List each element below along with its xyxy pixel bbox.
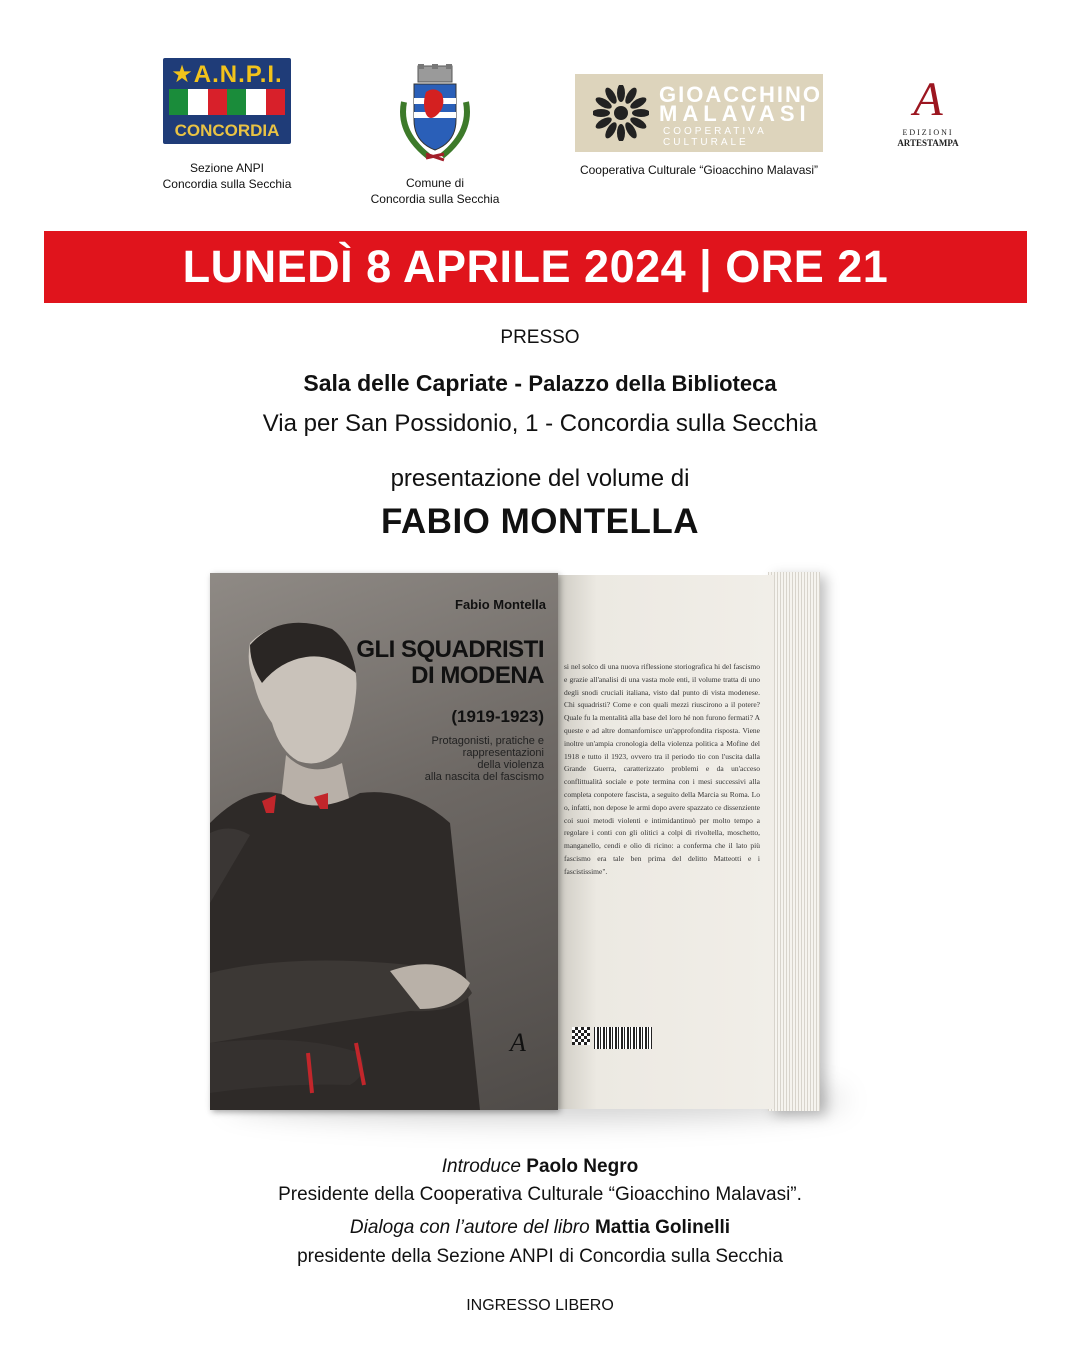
cover-title [344,637,544,689]
gioacchino-logo-name [659,82,822,126]
venue-line [0,370,1080,397]
cover-subtitle-line: Protagonisti, pratiche e [431,735,544,747]
intro-name: Paolo Negro [526,1156,639,1177]
cover-subtitle-line: alla nascita del fascismo [424,771,544,783]
venue-separator: - [507,370,529,396]
book-back-page [558,575,774,1109]
cover-title-line2: DI MODENA [411,662,544,689]
sunflower-icon [593,85,649,141]
artestampa-logo-line2: ARTESTAMPA [897,138,959,148]
anpi-logo [163,58,291,144]
gioacchino-malavasi-logo [575,74,823,152]
coat-of-arms-icon [388,62,482,168]
dialog-credit [0,1217,1080,1239]
cover-years: (1919-1923) [451,707,544,726]
cover-subtitle [394,735,544,783]
cover-title-line1: GLI SQUADRISTI [356,636,544,663]
comune-caption-line1: Comune di [405,176,465,190]
gioacchino-logo-name-line2: MALAVASI [659,101,811,126]
gioacchino-caption: Cooperativa Culturale “Gioacchino Malavasi” [579,163,819,177]
gioacchino-logo-subtitle: COOPERATIVA CULTURALE [663,126,767,148]
intro-label: Introduce [441,1156,522,1177]
anpi-caption-line2: Concordia sulla Secchia [162,177,292,191]
cover-subtitle-line: rappresentazioni [462,747,544,759]
qr-code-icon [572,1027,590,1045]
author-name: FABIO MONTELLA [380,502,700,541]
barcode-icon [594,1027,652,1049]
italian-flag-icon [169,89,285,115]
book-back-text: si nel solco di una nuova riflessione storiografica hi del fascismo e grazie all'analisi di una vasta mole enti, il volume tratta di uno degli snodi cruciali italiana, visto dal punto di vista modenese. Chi squadristi? Come e con quali mezzi riuscirono a il potere? Quale fu la mentalità alla base del loro hé non furono fermati? A queste e ad altre domanfornisce un'approfondita risposta. Viene inoltre un'ampia cronologia della violenza politica a Mofine del 1918 e tutto il 1923, ovvero tra il periodo tio con l'uscita dalla Grande Guerra, caratterizzato problemi e da un'acceso conflittualità sociale e pote termina con i mesi successivi alla completa conpotere fascista, a seguito della Marcia su Roma. Lo o, infatti, non depose le armi dopo avere spazzato ce dissenziente coi suoi metodi violenti e intimidantinuò per molto tempo a regolare i conti con gli olitici a colpi di rivoltella, moschetto, manganello, cendi e olio di ricino: a conferma che il lato più fascismo era tale ben prima del delitto Matteotti e i fascistissime". [564,662,760,876]
venue-building: Palazzo della Biblioteca [528,371,777,396]
artestampa-logo-mark: A [913,73,943,126]
admission-note: INGRESSO LIBERO [466,1297,614,1314]
intro-credit [0,1156,1080,1178]
cover-author: Fabio Montella [455,597,546,612]
comune-caption-line2: Concordia sulla Secchia [370,192,500,206]
comune-caption [350,175,520,207]
artestampa-logo-line1: EDIZIONI [902,128,954,137]
anpi-caption-line1: Sezione ANPI [189,161,265,175]
anpi-logo-band: CONCORDIA [174,121,280,140]
presso-label: PRESSO [500,327,580,348]
venue-name: Sala delle Capriate [303,370,508,396]
venue-address: Via per San Possidonio, 1 - Concordia sulla Secchia [262,410,818,437]
intro-role: Presidente della Cooperativa Culturale “Gioacchino Malavasi”. [278,1184,802,1205]
presentation-intro: presentazione del volume di [390,465,690,492]
gioacchino-logo-name-line1: GIOACCHINO [659,82,822,107]
anpi-caption [140,160,314,192]
book-cover [210,573,558,1110]
date-banner: LUNEDÌ 8 APRILE 2024 | ORE 21 [44,231,1027,303]
cover-publisher-mark: A [510,1028,526,1057]
dialog-name: Mattia Golinelli [594,1217,731,1238]
cover-subtitle-line: della violenza [477,759,544,771]
dialog-label: Dialoga con l’autore del libro [349,1217,590,1238]
anpi-logo-mark: ★A.N.P.I. [171,61,283,88]
dialog-role: presidente della Sezione ANPI di Concordia sulla Secchia [297,1246,783,1267]
book-page-edges [768,572,820,1111]
